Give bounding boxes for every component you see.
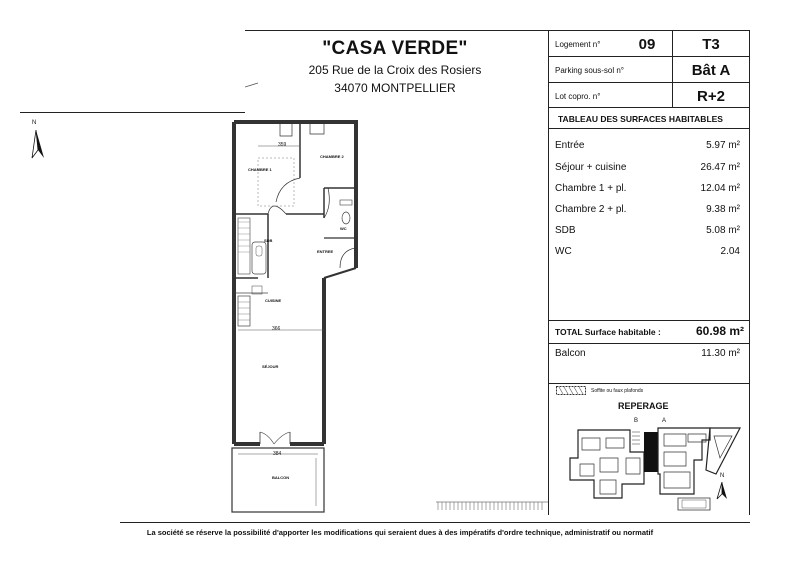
row-entree-value: 5.97 m² xyxy=(706,140,740,151)
header-divider-line xyxy=(548,30,549,515)
batiment-value: Bât A xyxy=(691,62,731,79)
type-value: T3 xyxy=(702,36,720,53)
reperage-north-label: N xyxy=(720,473,725,479)
residence-name: "CASA VERDE" xyxy=(322,38,468,59)
info-row-line-1 xyxy=(548,56,750,57)
row-chambre1-value: 12.04 m² xyxy=(700,183,740,194)
row-chambre2-value: 9.38 m² xyxy=(706,204,740,215)
info-row-line-2 xyxy=(548,82,750,83)
room-sdb-label: SDB xyxy=(264,238,273,243)
row-chambre2-label: Chambre 2 + pl. xyxy=(555,204,627,215)
logement-label: Logement n° xyxy=(555,40,601,49)
footer-disclaimer: La société se réserve la possibilité d'apporter les modifications qui seraient dues à des impératifs d'ordre technique, administratif ou normatif xyxy=(146,528,654,537)
row-entree-label: Entrée xyxy=(555,140,585,151)
dim-balcon-label: 384 xyxy=(273,451,282,457)
row-wc-value: 2.04 xyxy=(720,246,740,257)
lot-label: Lot copro. n° xyxy=(555,92,601,101)
row-sdb-label: SDB xyxy=(555,225,576,236)
level-value: R+2 xyxy=(697,88,725,105)
total-label: TOTAL Surface habitable : xyxy=(555,327,661,337)
stray-mark xyxy=(245,82,259,88)
dim-middle-label: 366 xyxy=(272,326,281,332)
header-top-line xyxy=(245,30,750,31)
dim-top-label: 359 xyxy=(278,142,287,148)
parking-label: Parking sous-sol n° xyxy=(555,66,625,75)
reperage-title: REPERAGE xyxy=(618,401,669,411)
residence-address: 205 Rue de la Croix des Rosiers xyxy=(308,63,482,77)
row-sejour-label: Séjour + cuisine xyxy=(555,162,627,173)
room-cuisine-label: CUISINE xyxy=(265,298,282,303)
total-line-top xyxy=(548,320,750,321)
info-right-line xyxy=(749,30,750,515)
residence-city: 34070 MONTPELLIER xyxy=(334,81,456,95)
legend-text: Soffite ou faux plafonds xyxy=(591,388,644,394)
row-sejour-value: 26.47 m² xyxy=(700,162,740,173)
hatched-strip xyxy=(436,500,548,512)
floor-plan xyxy=(228,118,358,528)
plan-north-arrow-icon xyxy=(30,130,46,160)
reperage-label-a: A xyxy=(662,418,667,424)
row-chambre1-label: Chambre 1 + pl. xyxy=(555,183,627,194)
plan-north-label: N xyxy=(32,120,37,126)
reperage-label-b: B xyxy=(634,418,639,424)
row-wc-label: WC xyxy=(555,246,572,257)
room-wc-label: WC xyxy=(340,226,347,231)
balcon-value: 11.30 m² xyxy=(701,348,740,359)
room-chambre1-label: CHAMBRE 1 xyxy=(248,167,272,172)
total-value: 60.98 m² xyxy=(695,324,744,338)
reperage-north-arrow-icon xyxy=(715,482,729,500)
left-short-line xyxy=(20,112,245,113)
room-balcon-label: BALCON xyxy=(272,475,290,480)
room-chambre2-label: CHAMBRE 2 xyxy=(320,154,344,159)
info-row-line-3 xyxy=(548,107,750,108)
legend-swatch xyxy=(556,386,586,395)
surface-table-title: TABLEAU DES SURFACES HABITABLES xyxy=(558,114,723,124)
room-sejour-label: SÉJOUR xyxy=(262,364,279,369)
legend-line xyxy=(548,383,750,384)
logement-value: 09 xyxy=(638,36,656,53)
table-title-line xyxy=(548,128,750,129)
row-sdb-value: 5.08 m² xyxy=(706,225,740,236)
room-entree-label: ENTREE xyxy=(317,249,334,254)
bottom-line xyxy=(120,522,750,523)
balcon-label: Balcon xyxy=(555,348,586,359)
total-line-bottom xyxy=(548,343,750,344)
